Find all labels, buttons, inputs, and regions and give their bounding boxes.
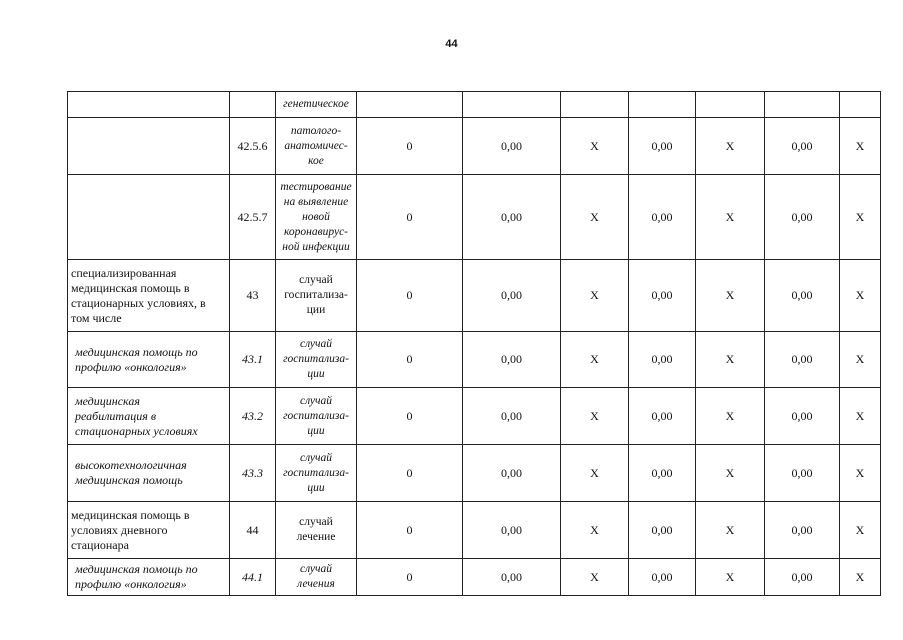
value-x-1: X xyxy=(561,559,629,596)
value-x-2 xyxy=(696,92,765,118)
cell-name xyxy=(68,175,230,260)
value-norm-3: 0,00 xyxy=(765,502,840,559)
cell-code: 44.1 xyxy=(230,559,276,596)
value-norm-3: 0,00 xyxy=(765,260,840,332)
value-x-3 xyxy=(840,92,881,118)
value-x-3: X xyxy=(840,388,881,445)
table-body xyxy=(68,92,881,596)
value-x-3: X xyxy=(840,118,881,175)
value-norm-2: 0,00 xyxy=(629,388,696,445)
cell-unit: случай госпитализа- ции xyxy=(276,332,357,388)
data-table xyxy=(67,91,881,596)
cell-name: медицинская помощь по профилю «онкология» xyxy=(68,332,230,388)
table-row xyxy=(68,445,881,502)
cell-name: медицинская реабилитация в стационарных условиях xyxy=(68,388,230,445)
value-x-1: X xyxy=(561,175,629,260)
cell-name: медицинская помощь по профилю «онкология» xyxy=(68,559,230,596)
value-norm-1: 0,00 xyxy=(463,559,561,596)
value-volume: 0 xyxy=(357,445,463,502)
table-row xyxy=(68,332,881,388)
value-volume: 0 xyxy=(357,559,463,596)
cell-unit: случай лечение xyxy=(276,502,357,559)
value-norm-1: 0,00 xyxy=(463,332,561,388)
value-volume: 0 xyxy=(357,118,463,175)
value-x-3: X xyxy=(840,260,881,332)
value-norm-3: 0,00 xyxy=(765,332,840,388)
value-norm-2: 0,00 xyxy=(629,118,696,175)
value-norm-2 xyxy=(629,92,696,118)
value-x-2: X xyxy=(696,559,765,596)
value-norm-3: 0,00 xyxy=(765,445,840,502)
value-x-3: X xyxy=(840,175,881,260)
cell-unit: случай госпитализа- ции xyxy=(276,445,357,502)
value-norm-3: 0,00 xyxy=(765,118,840,175)
cell-unit: случай госпитализа- ции xyxy=(276,260,357,332)
cell-code: 43.1 xyxy=(230,332,276,388)
value-norm-3: 0,00 xyxy=(765,175,840,260)
value-norm-2: 0,00 xyxy=(629,445,696,502)
cell-code xyxy=(230,92,276,118)
value-norm-2: 0,00 xyxy=(629,502,696,559)
page-number: 44 xyxy=(445,38,458,50)
value-x-2: X xyxy=(696,502,765,559)
value-x-2: X xyxy=(696,260,765,332)
value-norm-2: 0,00 xyxy=(629,559,696,596)
value-norm-3 xyxy=(765,92,840,118)
cell-name xyxy=(68,92,230,118)
value-volume: 0 xyxy=(357,260,463,332)
value-norm-2: 0,00 xyxy=(629,175,696,260)
value-norm-2: 0,00 xyxy=(629,332,696,388)
value-x-3: X xyxy=(840,559,881,596)
value-volume: 0 xyxy=(357,502,463,559)
value-x-3: X xyxy=(840,332,881,388)
value-x-2: X xyxy=(696,118,765,175)
value-volume xyxy=(357,92,463,118)
value-volume: 0 xyxy=(357,332,463,388)
value-volume: 0 xyxy=(357,175,463,260)
value-x-3: X xyxy=(840,502,881,559)
value-norm-3: 0,00 xyxy=(765,388,840,445)
cell-code: 42.5.6 xyxy=(230,118,276,175)
value-norm-1 xyxy=(463,92,561,118)
value-x-1: X xyxy=(561,502,629,559)
cell-code: 43.3 xyxy=(230,445,276,502)
value-norm-2: 0,00 xyxy=(629,260,696,332)
value-x-1: X xyxy=(561,388,629,445)
table-row xyxy=(68,502,881,559)
table-row xyxy=(68,92,881,118)
value-norm-3: 0,00 xyxy=(765,559,840,596)
value-x-2: X xyxy=(696,388,765,445)
value-x-1 xyxy=(561,92,629,118)
value-x-2: X xyxy=(696,445,765,502)
cell-code: 44 xyxy=(230,502,276,559)
cell-code: 43 xyxy=(230,260,276,332)
cell-unit: генетическое xyxy=(276,92,357,118)
cell-name: специализированная медицинская помощь в стационарных условиях, в том числе xyxy=(68,260,230,332)
cell-unit: тестирование на выявление новой коронавирус- ной инфекции xyxy=(276,175,357,260)
table-row xyxy=(68,388,881,445)
cell-name xyxy=(68,118,230,175)
table-row xyxy=(68,260,881,332)
cell-code: 42.5.7 xyxy=(230,175,276,260)
value-x-1: X xyxy=(561,332,629,388)
value-norm-1: 0,00 xyxy=(463,260,561,332)
table-row xyxy=(68,559,881,596)
value-norm-1: 0,00 xyxy=(463,175,561,260)
value-x-1: X xyxy=(561,118,629,175)
table-row xyxy=(68,118,881,175)
value-x-1: X xyxy=(561,445,629,502)
cell-unit: патолого- анатомичес- кое xyxy=(276,118,357,175)
value-norm-1: 0,00 xyxy=(463,118,561,175)
cell-name: высокотехнологичная медицинская помощь xyxy=(68,445,230,502)
value-norm-1: 0,00 xyxy=(463,388,561,445)
table-row xyxy=(68,175,881,260)
cell-unit: случай госпитализа- ции xyxy=(276,388,357,445)
value-norm-1: 0,00 xyxy=(463,445,561,502)
cell-code: 43.2 xyxy=(230,388,276,445)
value-x-1: X xyxy=(561,260,629,332)
value-norm-1: 0,00 xyxy=(463,502,561,559)
cell-unit: случай лечения xyxy=(276,559,357,596)
value-x-3: X xyxy=(840,445,881,502)
value-x-2: X xyxy=(696,175,765,260)
value-x-2: X xyxy=(696,332,765,388)
cell-name: медицинская помощь в условиях дневного стационара xyxy=(68,502,230,559)
value-volume: 0 xyxy=(357,388,463,445)
